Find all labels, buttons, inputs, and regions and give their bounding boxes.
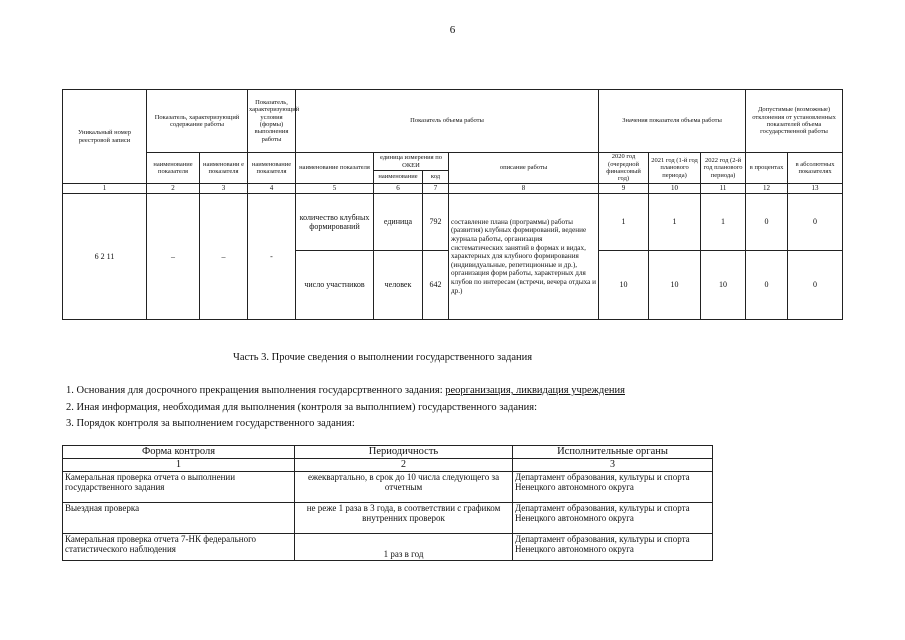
work-description: составление плана (программы) работы (развития) клубных формирований, ведение журнала работы, организация систематических занятий в формах и видах, характерных для клубного формирования (индивидуальные, репетиционные и др.), организация форм работы, характерных для клубов по интересам (встречи, вечера отдыха и др.)	[449, 194, 599, 320]
control-form: Выездная проверка	[63, 502, 295, 533]
header-indicator-name-2: наименовани е показателя	[200, 153, 248, 184]
header-percent: в процентах	[746, 153, 788, 184]
header-values: Значения показателя объема работы	[599, 90, 746, 153]
executive-body: Департамент образования, культуры и спорта Ненецкого автономного округа	[513, 471, 713, 502]
deviation-absolute: 0	[788, 251, 843, 320]
header-unit-code: код	[423, 171, 449, 184]
value-2021: 1	[649, 194, 701, 251]
header-year-2021: 2021 год (1-й год планового периода)	[649, 153, 701, 184]
header-deviations: Допустимые (возможные) отклонения от установленных показателей объема государственной работы	[746, 90, 843, 153]
header-control-form: Форма контроля	[63, 446, 295, 459]
dash-cell: –	[147, 194, 200, 320]
col-number: 7	[423, 184, 449, 194]
value-2020: 1	[599, 194, 649, 251]
registry-number: 6 2 11	[63, 194, 147, 320]
col-number: 5	[296, 184, 374, 194]
deviation-percent: 0	[746, 251, 788, 320]
indicator-name: количество клубных формирований	[296, 194, 374, 251]
header-volume-indicator: Показатель объема работы	[296, 90, 599, 153]
unit-code: 792	[423, 194, 449, 251]
unit-name: человек	[374, 251, 423, 320]
unit-name: единица	[374, 194, 423, 251]
value-2022: 10	[701, 251, 746, 320]
executive-body: Департамент образования, культуры и спорта Ненецкого автономного округа	[513, 502, 713, 533]
part3-item-3: 3. Порядок контроля за выполнением государственного задания:	[66, 418, 355, 429]
header-executive-bodies: Исполнительные органы	[513, 446, 713, 459]
col-number: 2	[295, 459, 513, 472]
header-indicator-name-4: наименование показателя	[296, 153, 374, 184]
header-periodicity: Периодичность	[295, 446, 513, 459]
col-number: 13	[788, 184, 843, 194]
col-number: 11	[701, 184, 746, 194]
header-conditions-indicator: Показатель, характеризующий условия (формы) выполнения работы	[248, 90, 296, 153]
part3-item-2: 2. Иная информация, необходимая для выполнения (контроля за выполнпием) государственного задания:	[66, 402, 537, 413]
header-indicator-name-3: наименование показателя	[248, 153, 296, 184]
header-year-2022: 2022 год (2-й год планового периода)	[701, 153, 746, 184]
col-number: 10	[649, 184, 701, 194]
col-number: 1	[63, 184, 147, 194]
header-unit: единица измерения по ОКЕИ	[374, 153, 449, 171]
indicator-name: число участников	[296, 251, 374, 320]
col-number: 8	[449, 184, 599, 194]
col-number: 4	[248, 184, 296, 194]
header-unique-number: Уникальный номер реестровой записи	[63, 90, 147, 184]
deviation-absolute: 0	[788, 194, 843, 251]
col-number: 6	[374, 184, 423, 194]
control-form: Камеральная проверка отчета 7-НК федерального статистического наблюдения	[63, 533, 295, 560]
page-number: 6	[449, 24, 456, 36]
header-absolute: в абсолютных показателях	[788, 153, 843, 184]
col-number: 1	[63, 459, 295, 472]
header-year-2020: 2020 год (очередной финансовый год)	[599, 153, 649, 184]
header-unit-name: наименование	[374, 171, 423, 184]
col-number: 9	[599, 184, 649, 194]
part3-item-1	[66, 385, 625, 396]
col-number: 3	[200, 184, 248, 194]
periodicity: 1 раз в год	[295, 533, 513, 560]
dash-cell: –	[200, 194, 248, 320]
col-number: 12	[746, 184, 788, 194]
value-2022: 1	[701, 194, 746, 251]
header-content-indicator: Показатель, характеризующий содержание работы	[147, 90, 248, 153]
unit-code: 642	[423, 251, 449, 320]
part3-title: Часть 3. Прочие сведения о выполнении государственного задания	[233, 352, 533, 363]
col-number: 2	[147, 184, 200, 194]
periodicity: не реже 1 раза в 3 года, в соответствии с графиком внутренних проверок	[295, 502, 513, 533]
control-procedure-table	[62, 445, 713, 561]
dash-cell: -	[248, 194, 296, 320]
col-number: 3	[513, 459, 713, 472]
item1-value: реорганизация, ликвидация учреждения	[445, 385, 625, 396]
header-work-description: описание работы	[449, 153, 599, 184]
control-form: Камеральная проверка отчета о выполнении государственного задания	[63, 471, 295, 502]
work-volume-table	[62, 89, 843, 320]
deviation-percent: 0	[746, 194, 788, 251]
header-indicator-name-1: наименование показателя	[147, 153, 200, 184]
periodicity: ежеквартально, в срок до 10 числа следующего за отчетным	[295, 471, 513, 502]
item1-prefix: 1. Основания для досрочного прекращения выполнения государсртвенного задания:	[66, 385, 446, 396]
value-2020: 10	[599, 251, 649, 320]
executive-body: Департамент образования, культуры и спорта Ненецкого автономного округа	[513, 533, 713, 560]
value-2021: 10	[649, 251, 701, 320]
